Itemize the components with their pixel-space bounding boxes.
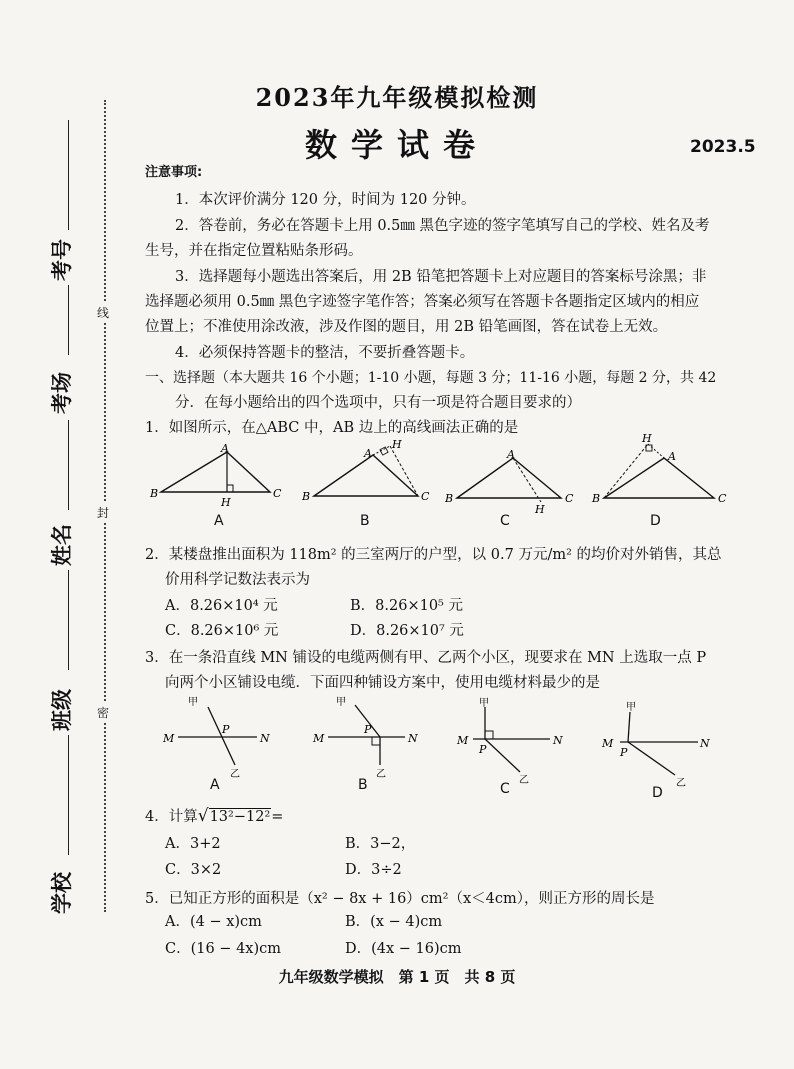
q2-stem: 2．某楼盘推出面积为 118m² 的三室两厅的户型，以 0.7 万元/m² 的均价对外销售，其总 (145, 547, 722, 563)
q3d-jia: 甲 (626, 702, 636, 713)
notice-heading: 注意事项: (145, 165, 203, 180)
q3-option-a: A (210, 777, 220, 793)
q1c-point-b: B (445, 492, 454, 505)
q3b-point-m: M (313, 732, 325, 745)
q1a-point-b: B (150, 487, 159, 500)
q4-stem (145, 806, 283, 827)
q1c-point-a: A (507, 448, 515, 461)
q3a-yi: 乙 (230, 769, 240, 780)
q3a-point-n: N (260, 732, 270, 745)
q3c-jia: 甲 (479, 698, 489, 709)
sidebar-line-4 (68, 570, 69, 670)
q1-figure-a (145, 440, 290, 510)
q2-option-b: B．8.26×10⁵ 元 (350, 598, 463, 614)
sidebar-label-exam-room: 考场 (50, 372, 74, 414)
q5-stem: 5．已知正方形的面积是（x² − 8x + 16）cm²（x＜4cm），则正方形的周长是 (145, 891, 655, 907)
q1-option-d: D (650, 513, 661, 529)
q5-option-d: D．(4x − 16)cm (345, 941, 462, 957)
sidebar-label-name: 姓名 (50, 524, 74, 566)
q1-option-a: A (214, 513, 224, 529)
q3-option-b: B (358, 777, 368, 793)
q3b-jia: 甲 (336, 697, 346, 708)
q2-option-d: D．8.26×10⁷ 元 (350, 623, 464, 639)
q2-option-c: C．8.26×10⁶ 元 (165, 623, 279, 639)
q5-option-b: B．(x − 4)cm (345, 914, 443, 930)
sidebar-line-2 (68, 285, 69, 355)
q1-option-c: C (500, 513, 510, 529)
q3b-point-p: P (364, 723, 372, 736)
q1b-point-c: C (421, 490, 430, 503)
section1-heading-cont: 分．在每小题给出的四个选项中，只有一项是符合题目要求的） (175, 395, 581, 411)
q4-option-c: C．3×2 (165, 862, 222, 878)
q4-radicand: 13²−12² (209, 809, 271, 825)
q1b-point-b: B (302, 490, 311, 503)
q1d-point-c: C (718, 492, 727, 505)
q1a-point-h: H (221, 496, 231, 509)
sidebar-label-class: 班级 (50, 689, 74, 731)
q3b-yi: 乙 (376, 769, 386, 780)
section1-heading: 一、选择题（本大题共 16 个小题；1-10 小题，每题 3 分；11-16 小题，每题 2 分，共 42 (145, 370, 717, 386)
notice-item-4: 4．必须保持答题卡的整洁，不要折叠答题卡。 (175, 345, 475, 361)
q3c-point-n: N (553, 734, 563, 747)
seal-mark-seal: 封 (97, 502, 109, 523)
sidebar-label-school: 学校 (50, 872, 74, 914)
sidebar-label-exam-number: 考号 (50, 239, 74, 281)
q4-option-b: B．3−2， (345, 836, 416, 852)
sidebar-line-3 (68, 420, 69, 510)
notice-item-3c: 位置上；不准使用涂改液，涉及作图的题目，用 2B 铅笔画图，答在试卷上无效。 (145, 319, 668, 335)
notice-item-2b: 生号，并在指定位置粘贴条形码。 (145, 243, 363, 259)
exam-title: 2023年九年级模拟检测 (255, 83, 539, 112)
q4-radical-sign: √ (197, 806, 209, 826)
seal-mark-secret: 密 (97, 702, 109, 723)
q1b-point-a: A (364, 447, 372, 460)
q4-option-a: A．3+2 (165, 836, 221, 852)
q3a-point-m: M (163, 732, 175, 745)
q3-figure-a (160, 695, 280, 780)
q1-figure-c (445, 440, 580, 515)
q3a-point-p: P (222, 723, 230, 736)
q4-stem-prefix: 4．计算 (145, 809, 198, 825)
q1d-point-h: H (642, 432, 652, 445)
notice-item-1: 1．本次评价满分 120 分，时间为 120 分钟。 (175, 192, 476, 208)
q3d-point-m: M (602, 737, 614, 750)
seal-mark-line: 线 (97, 302, 109, 323)
q1d-point-a: A (668, 450, 676, 463)
notice-item-3: 3．选择题每小题选出答案后，用 2B 铅笔把答题卡上对应题目的答案标号涂黑；非 (175, 269, 707, 285)
q3d-yi: 乙 (676, 778, 686, 789)
q3-figure-b (310, 695, 430, 785)
q2-stem-cont: 价用科学记数法表示为 (165, 572, 310, 588)
notice-item-3b: 选择题必须用 0.5㎜ 黑色字迹签字笔作答；答案必须写在答题卡各题指定区域内的相应 (145, 294, 700, 310)
q1-figure-d (590, 432, 750, 512)
q1b-point-h: H (392, 438, 402, 451)
q1c-point-h: H (535, 503, 545, 515)
q3c-yi: 乙 (519, 775, 529, 786)
q1-stem: 1．如图所示，在△ABC 中，AB 边上的高线画法正确的是 (145, 420, 519, 436)
exam-date: 2023.5 (690, 137, 756, 157)
q5-option-a: A．(4 − x)cm (165, 914, 262, 930)
page-footer: 九年级数学模拟 第 1 页 共 8 页 (278, 968, 516, 986)
q1c-point-c: C (565, 492, 574, 505)
q2-option-a: A．8.26×10⁴ 元 (165, 598, 278, 614)
q3c-point-m: M (457, 734, 469, 747)
q3d-point-n: N (700, 737, 710, 750)
sidebar-line-5 (68, 735, 69, 855)
q1-option-b: B (360, 513, 370, 529)
q1a-point-a: A (221, 442, 229, 455)
q5-option-c: C．(16 − 4x)cm (165, 941, 281, 957)
q3a-jia: 甲 (188, 697, 198, 708)
q3-stem-cont: 向两个小区铺设电缆．下面四种铺设方案中，使用电缆材料最少的是 (165, 675, 600, 691)
q3-option-d: D (652, 785, 663, 801)
notice-item-2: 2．答卷前，务必在答题卡上用 0.5㎜ 黑色字迹的签字笔填写自己的学校、姓名及考 (175, 218, 710, 234)
q3b-point-n: N (408, 732, 418, 745)
q1d-point-b: B (592, 492, 601, 505)
q3-figure-d (600, 700, 720, 790)
q4-stem-suffix: = (271, 809, 284, 825)
q3d-point-p: P (620, 746, 628, 759)
exam-subtitle: 数学试卷 (304, 126, 489, 164)
q3c-point-p: P (479, 743, 487, 756)
q4-option-d: D．3÷2 (345, 862, 402, 878)
q3-figure-c (455, 697, 575, 787)
q1-figure-b (300, 436, 440, 511)
q3-stem: 3．在一条沿直线 MN 铺设的电缆两侧有甲、乙两个小区，现要求在 MN 上选取一点 P (145, 650, 707, 666)
q1a-point-c: C (273, 487, 282, 500)
q3-option-c: C (500, 781, 510, 797)
